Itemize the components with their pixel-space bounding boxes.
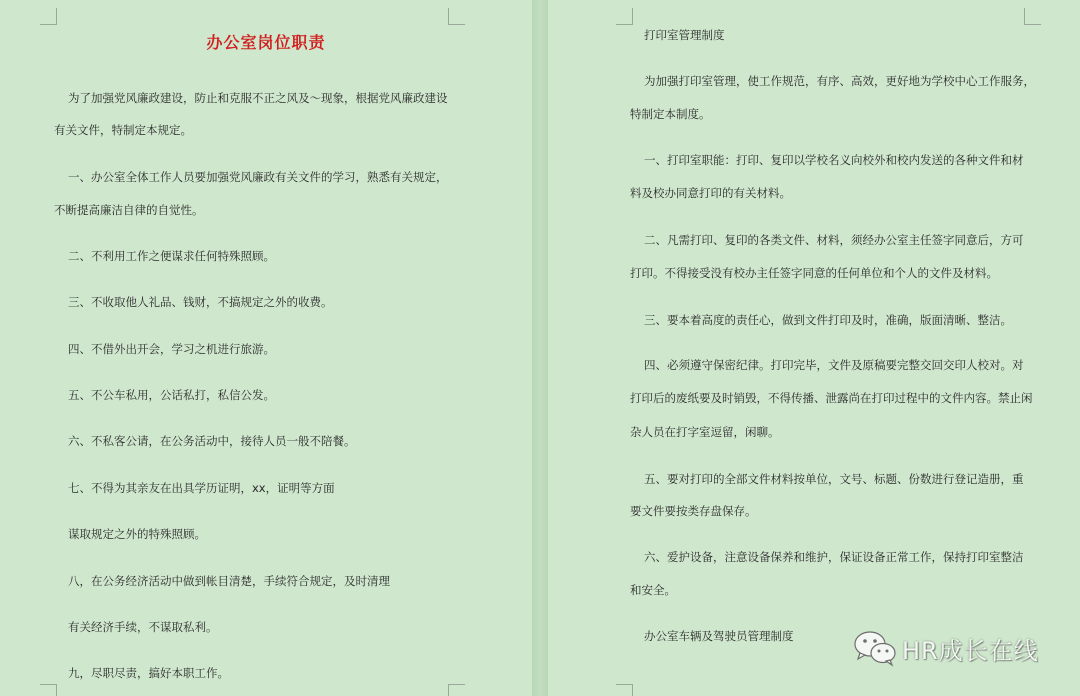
paragraph-line: 九，尽职尽责，搞好本职工作。 (68, 666, 229, 680)
paragraph-line: 有关经济手续，不谋取私利。 (68, 620, 218, 634)
paragraph-line: 二、凡需打印、复印的各类文件、材料，须经办公室主任签字同意后，方可 (644, 233, 1024, 247)
paragraph-line: 特制定本制度。 (630, 107, 711, 121)
paragraph-line: 不断提高廉洁自律的自觉性。 (54, 203, 204, 217)
crop-mark-bottom-left (616, 684, 633, 696)
paragraph-line: 七、不得为其亲友在出具学历证明，xx，证明等方面 (68, 481, 335, 495)
page-gutter (532, 0, 548, 696)
paragraph-line: 四、必须遵守保密纪律。打印完毕，文件及原稿要完整交回交印人校对。对 (644, 358, 1024, 372)
paragraph-line: 二、不利用工作之便谋求任何特殊照顾。 (68, 249, 275, 263)
right-page (548, 0, 1080, 696)
paragraph-line: 四、不借外出开会，学习之机进行旅游。 (68, 342, 275, 356)
left-page (0, 0, 532, 696)
paragraph-line: 三、不收取他人礼品、钱财，不搞规定之外的收费。 (68, 295, 333, 309)
paragraph-line: 八，在公务经济活动中做到帐目清楚，手续符合规定，及时清理 (68, 574, 390, 588)
paragraph-line: 打印。不得接受没有校办主任签字同意的任何单位和个人的文件及材料。 (630, 266, 998, 280)
paragraph-line: 为加强打印室管理，使工作规范，有序、高效，更好地为学校中心工作服务， (644, 74, 1035, 88)
paragraph-line: 杂人员在打字室逗留，闲聊。 (630, 425, 780, 439)
page-title: 办公室岗位职责 (206, 33, 326, 52)
paragraph-line: 为了加强党风廉政建设，防止和克服不正之风及～现象，根据党风廉政建设 (68, 91, 448, 105)
paragraph-line: 一、办公室全体工作人员要加强党风廉政有关文件的学习，熟悉有关规定， (68, 170, 448, 184)
paragraph-line: 六、爱护设备，注意设备保养和维护，保证设备正常工作，保持打印室整洁 (644, 550, 1024, 564)
crop-mark-top-right (448, 8, 465, 25)
crop-mark-bottom-right (448, 684, 465, 696)
paragraph-line: 六、不私客公请，在公务活动中，接待人员一般不陪餐。 (68, 434, 356, 448)
crop-mark-top-left (616, 8, 633, 25)
paragraph-line: 谋取规定之外的特殊照顾。 (68, 527, 206, 541)
paragraph-line: 料及校办同意打印的有关材料。 (630, 186, 791, 200)
paragraph-line: 和安全。 (630, 583, 676, 597)
paragraph-line: 打印后的废纸要及时销毁，不得传播、泄露尚在打印过程中的文件内容。禁止闲 (630, 391, 1033, 405)
crop-mark-top-left (40, 8, 57, 25)
section-heading: 打印室管理制度 (644, 28, 725, 42)
watermark (852, 628, 1039, 668)
crop-mark-bottom-left (40, 684, 57, 696)
wechat-icon (852, 628, 898, 668)
paragraph-line: 要文件要按类存盘保存。 (630, 504, 757, 518)
paragraph-line: 三、要本着高度的责任心，做到文件打印及时，准确，版面清晰、整洁。 (644, 313, 1012, 327)
crop-mark-top-right (1024, 8, 1041, 25)
watermark-text: HR成长在线 (902, 636, 1039, 665)
section-heading: 办公室车辆及驾驶员管理制度 (644, 629, 794, 643)
paragraph-line: 一、打印室职能：打印、复印以学校名义向校外和校内发送的各种文件和材 (644, 153, 1024, 167)
paragraph-line: 五、不公车私用，公话私打，私信公发。 (68, 388, 275, 402)
paragraph-line: 五、要对打印的全部文件材料按单位，文号、标题、份数进行登记造册，重 (644, 472, 1024, 486)
paragraph-line: 有关文件，特制定本规定。 (54, 123, 192, 137)
